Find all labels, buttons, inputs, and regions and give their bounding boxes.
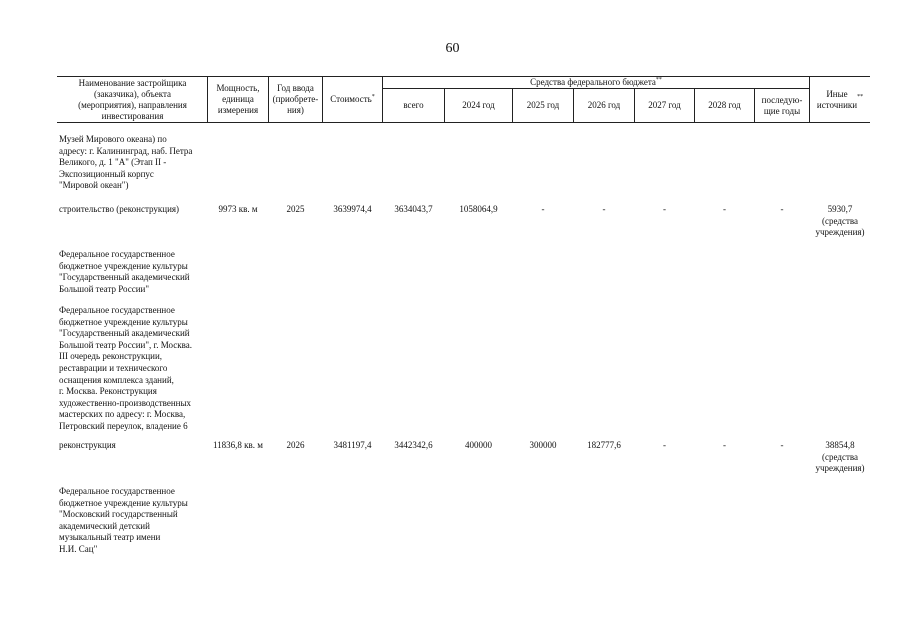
header-2026: 2026 год: [587, 100, 621, 110]
header-cost-footnote: *: [371, 94, 375, 100]
row-other: 5930,7 (средства учреждения): [815, 204, 865, 238]
header-bottom-rule: [57, 122, 870, 123]
object-title: Федеральное государственное бюджетное учреждение культуры "Государственный академический Большой театр России", г. Москва. III очередь реконструкции, реставрации и технического оснащения комплекса зданий, г. Москва. Реконструкция художественно-производственных мастерских по адресу: г. Москва, Петровский переулок, владение 6: [59, 305, 192, 431]
header-name: Наименование застройщика (заказчика), объекта (мероприятия), направления инвестирования: [78, 77, 187, 121]
row-later: -: [780, 204, 784, 214]
header-federal: [383, 76, 809, 88]
header-capacity: Мощность, единица измерения: [216, 83, 260, 115]
row-year: 2025: [286, 204, 305, 214]
header-cost-label: Стоимость: [330, 94, 372, 104]
row-2028: -: [723, 440, 726, 450]
header-cost: [323, 77, 382, 122]
header-total: всего: [403, 100, 424, 110]
header-later: последую- щие годы: [761, 94, 803, 116]
header-federal-label: Средства федерального бюджета: [530, 76, 656, 87]
row-2027: -: [663, 440, 666, 450]
header-other: [810, 77, 870, 122]
row-total: 3442342,6: [394, 440, 433, 450]
row-2027: -: [663, 204, 666, 214]
header-year: Год ввода (приобрете- ния): [272, 83, 319, 115]
row-2026: 182777,6: [587, 440, 621, 450]
row-capacity: 11836,8 кв. м: [213, 440, 263, 450]
row-other: 38854,8 (средства учреждения): [815, 440, 865, 474]
row-2025: -: [541, 204, 545, 214]
header-2025: 2025 год: [526, 100, 560, 110]
row-total: 3634043,7: [394, 204, 433, 214]
object-title: Федеральное государственное бюджетное учреждение культуры "Московский государственный академический детский музыкальный театр имени Н.И. Сац": [59, 486, 188, 554]
row-2025: 300000: [529, 440, 557, 450]
header-federal-footnote: **: [655, 76, 662, 83]
row-cost: 3639974,4: [333, 204, 372, 214]
row-later: -: [780, 440, 784, 450]
row-2028: -: [723, 204, 726, 214]
header-2024: 2024 год: [462, 100, 495, 110]
row-cost: 3481197,4: [333, 440, 372, 450]
row-name: реконструкция: [59, 440, 116, 450]
object-title: Музей Мирового океана) по адресу: г. Калининград, наб. Петра Великого, д. 1 "А" (Этап II - Экспозиционный корпус "Мировой океан"): [59, 134, 193, 191]
page-number: 60: [445, 41, 460, 56]
row-capacity: 9973 кв. м: [218, 204, 258, 214]
header-other-footnote: **: [857, 94, 864, 100]
header-other-label: Иные источники: [816, 88, 858, 110]
header-2027: 2027 год: [648, 100, 681, 110]
row-2024: 400000: [465, 440, 492, 450]
row-name: строительство (реконструкция): [59, 204, 180, 214]
row-year: 2026: [286, 440, 305, 450]
row-2024: 1058064,9: [459, 204, 498, 214]
object-title: Федеральное государственное бюджетное учреждение культуры "Государственный академический Большой театр России": [59, 249, 190, 294]
header-2028: 2028 год: [708, 100, 741, 110]
row-2026: -: [602, 204, 606, 214]
